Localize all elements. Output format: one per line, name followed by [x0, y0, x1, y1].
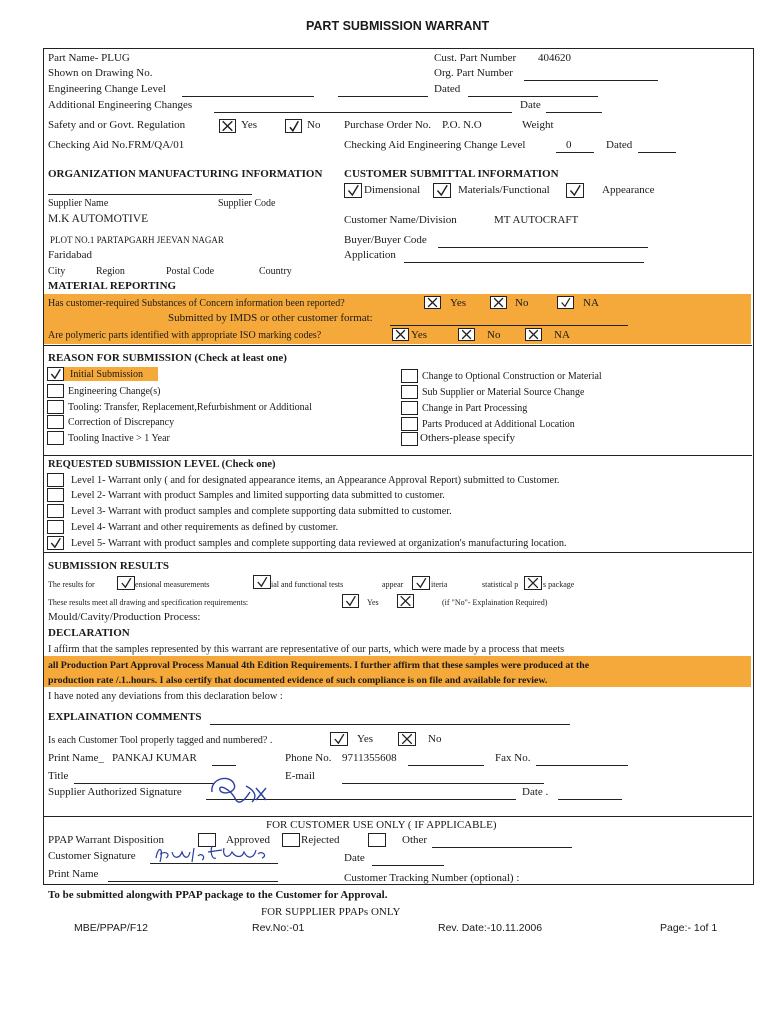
print-name-label: Print Name_: [48, 752, 104, 764]
customer-print-name-field[interactable]: [108, 870, 278, 882]
additional-changes-label: Additional Engineering Changes: [48, 99, 193, 111]
materials-checkbox[interactable]: [433, 183, 451, 198]
results-statistical-label-b: s package: [543, 580, 575, 589]
drawing-number-label: Shown on Drawing No.: [48, 67, 153, 79]
level-2-label: Level 2- Warrant with product Samples and limited supporting data submitted to customer.: [71, 490, 445, 501]
declaration-line-2: all Production Part Approval Process Manual 4th Edition Requirements. I further affirm that these samples were produced at the: [48, 660, 590, 671]
divider: [44, 345, 752, 346]
footer-page: Page:- 1of 1: [660, 922, 718, 934]
supplier-address[interactable]: PLOT NO.1 PARTAPGARH JEEVAN NAGAR: [50, 235, 224, 245]
results-statistical-label-a: statistical p: [482, 580, 519, 589]
appearance-checkbox[interactable]: [566, 183, 584, 198]
reason-optional-construction-label: Change to Optional Construction or Material: [422, 371, 602, 382]
checking-aid-value[interactable]: FRM/QA/01: [128, 139, 185, 151]
divider: [44, 455, 752, 456]
region-label: Region: [96, 266, 125, 277]
results-material-checkbox[interactable]: [253, 575, 271, 589]
city-value[interactable]: Faridabad: [48, 249, 92, 261]
customer-division-label: Customer Name/Division: [344, 214, 457, 226]
reason-initial-label: Initial Submission: [70, 369, 144, 380]
footer-note: To be submitted alongwith PPAP package to the Customer for Approval.: [48, 889, 388, 901]
reason-sub-supplier-label: Sub Supplier or Material Source Change: [422, 387, 585, 398]
weight-label: Weight: [522, 119, 554, 131]
supplier-name-underline: [48, 183, 252, 195]
results-dimensional-checkbox[interactable]: [117, 576, 135, 590]
q2-na-label: NA: [554, 329, 570, 341]
rejected-label: Rejected: [301, 834, 340, 846]
reason-tooling-inactive-checkbox[interactable]: [47, 431, 64, 445]
appearance-label: Appearance: [602, 184, 655, 196]
reason-processing-label: Change in Part Processing: [422, 403, 528, 414]
tracking-label: Customer Tracking Number (optional) :: [344, 872, 520, 884]
reason-correction-checkbox[interactable]: [47, 415, 64, 429]
level-1-checkbox[interactable]: [47, 473, 64, 487]
org-part-number-label: Org. Part Number: [434, 67, 513, 79]
reason-eng-change-checkbox[interactable]: [47, 384, 64, 398]
part-name: Part Name- PLUG: [48, 52, 130, 64]
additional-changes-field[interactable]: [214, 101, 512, 113]
supplier-signature: [200, 770, 280, 810]
reason-heading: REASON FOR SUBMISSION (Check at least one): [48, 352, 287, 364]
country-label: Country: [259, 266, 292, 277]
supplier-name-label: Supplier Name: [48, 198, 109, 209]
dated-label: Dated: [434, 83, 461, 95]
safety-no-checkbox[interactable]: [285, 119, 302, 133]
dated2-label: Dated: [606, 139, 633, 151]
disposition-label: PPAP Warrant Disposition: [48, 834, 165, 846]
customer-heading: CUSTOMER SUBMITTAL INFORMATION: [344, 168, 559, 180]
checking-aid-change-value[interactable]: 0: [566, 139, 572, 151]
level-heading: REQUESTED SUBMISSION LEVEL (Check one): [48, 459, 276, 470]
application-field[interactable]: [404, 251, 644, 263]
phone-value[interactable]: 9711355608: [342, 752, 397, 764]
q1-yes-checkbox[interactable]: [424, 296, 441, 309]
declaration-line-4: I have noted any deviations from this declaration below :: [48, 691, 283, 702]
city-label: City: [48, 266, 66, 277]
reason-optional-construction-checkbox[interactable]: [401, 369, 418, 383]
safety-yes-checkbox[interactable]: [219, 119, 236, 133]
explanation-field[interactable]: [210, 713, 570, 725]
footer-supplier-only: FOR SUPPLIER PPAPs ONLY: [261, 906, 401, 918]
results-meet-no-checkbox[interactable]: [397, 594, 414, 608]
declaration-line-1: I affirm that the samples represented by this warrant are representative of our parts, which were made by a process that meets: [48, 644, 565, 655]
q1-no-checkbox[interactable]: [490, 296, 507, 309]
customer-date-label: Date: [344, 852, 365, 864]
signature-label: Supplier Authorized Signature: [48, 786, 182, 798]
date-field[interactable]: [546, 101, 602, 113]
q2-no-label: No: [487, 329, 501, 341]
other-checkbox[interactable]: [368, 833, 386, 847]
title-label: Title: [48, 770, 69, 782]
org-part-number-field[interactable]: [524, 69, 658, 81]
results-meet-yes-label: Yes: [367, 598, 379, 607]
org-heading: ORGANIZATION MANUFACTURING INFORMATION: [48, 168, 323, 180]
checking-aid-label: Checking Aid No.: [48, 139, 128, 151]
reason-others-checkbox[interactable]: [401, 432, 418, 446]
declaration-line-3: production rate /.1..hours. I also certify that documented evidence of such compliance is on file and available for review.: [48, 675, 548, 686]
imds-field[interactable]: [390, 314, 628, 326]
title-field[interactable]: [74, 772, 214, 784]
checking-aid-change-field[interactable]: [556, 141, 594, 153]
postal-label: Postal Code: [166, 266, 215, 277]
results-dimensional-label: ensional measurements: [135, 580, 210, 589]
reason-tooling-inactive-label: Tooling Inactive > 1 Year: [68, 433, 170, 444]
email-label: E-mail: [285, 770, 315, 782]
reason-initial-checkbox[interactable]: [47, 367, 64, 381]
engineering-change-field[interactable]: [182, 85, 314, 97]
imds-label: Submitted by IMDS or other customer format:: [168, 312, 373, 324]
customer-print-name-label: Print Name: [48, 868, 99, 880]
level-2-checkbox[interactable]: [47, 488, 64, 502]
mould-label: Mould/Cavity/Production Process:: [48, 611, 201, 623]
phone-underline: [408, 754, 484, 766]
buyer-code-label: Buyer/Buyer Code: [344, 234, 427, 246]
dated-field[interactable]: [468, 85, 598, 97]
q2-yes-label: Yes: [411, 329, 428, 341]
level-1-label: Level 1- Warrant only ( and for designated appearance items, an Appearance Approval Report) submitted to Customer.: [71, 475, 560, 486]
results-statistical-checkbox[interactable]: [524, 576, 542, 590]
reason-additional-location-checkbox[interactable]: [401, 417, 418, 431]
reason-eng-change-label: Engineering Change(s): [68, 386, 161, 397]
customer-signature-label: Customer Signature: [48, 850, 136, 862]
tool-yes-label: Yes: [357, 733, 374, 745]
footer-rev-number: Rev.No:-01: [252, 922, 305, 934]
supplier-name-value[interactable]: M.K AUTOMOTIVE: [48, 213, 149, 225]
results-appearance-checkbox[interactable]: [412, 576, 430, 590]
footer-rev-date: Rev. Date:-10.11.2006: [438, 922, 543, 934]
checking-aid-change-label: Checking Aid Engineering Change Level: [344, 139, 526, 151]
results-material-label: ial and functional tests: [271, 580, 344, 589]
dimensional-checkbox[interactable]: [344, 183, 362, 198]
buyer-code-field[interactable]: [438, 236, 648, 248]
reason-additional-location-label: Parts Produced at Additional Location: [422, 419, 575, 430]
reason-tooling-checkbox[interactable]: [47, 400, 64, 414]
results-meet-yes-checkbox[interactable]: [342, 594, 359, 608]
signature-date-label: Date .: [522, 786, 549, 798]
explanation-heading: EXPLAINATION COMMENTS: [48, 711, 202, 723]
level-4-checkbox[interactable]: [47, 520, 64, 534]
results-for-label: The results for: [48, 580, 95, 589]
safety-label: Safety and or Govt. Regulation: [48, 119, 186, 131]
tool-yes-checkbox[interactable]: [330, 732, 348, 746]
other-field[interactable]: [432, 836, 572, 848]
results-appearance-label-a: appear: [382, 580, 404, 589]
email-field[interactable]: [342, 772, 544, 784]
q1-na-label: NA: [583, 297, 599, 309]
approved-label: Approved: [226, 834, 270, 846]
material-q1: Has customer-required Substances of Concern information been reported?: [48, 298, 345, 309]
reason-correction-label: Correction of Discrepancy: [68, 417, 175, 428]
phone-label: Phone No.: [285, 752, 332, 764]
footer-doc-number: MBE/PPAP/F12: [74, 922, 148, 934]
print-name-underline: [212, 754, 236, 766]
level-4-label: Level 4- Warrant and other requirements as defined by customer.: [71, 522, 339, 533]
results-meet-label: These results meet all drawing and specification requirements:: [48, 598, 249, 607]
declaration-heading: DECLARATION: [48, 627, 130, 639]
q2-no-checkbox[interactable]: [458, 328, 475, 341]
application-label: Application: [344, 249, 396, 261]
reason-processing-checkbox[interactable]: [401, 401, 418, 415]
cust-part-number-label: Cust. Part Number: [434, 52, 517, 64]
material-heading: MATERIAL REPORTING: [48, 280, 177, 292]
material-q2: Are polymeric parts identified with appropriate ISO marking codes?: [48, 330, 322, 341]
results-appearance-label-b: iteria: [431, 580, 448, 589]
safety-no-label: No: [307, 119, 321, 131]
date-label: Date: [520, 99, 541, 111]
rejected-checkbox[interactable]: [282, 833, 300, 847]
signature-date-field[interactable]: [558, 788, 622, 800]
level-3-checkbox[interactable]: [47, 504, 64, 518]
level-3-label: Level 3- Warrant with product samples and complete supporting data submitted to customer.: [71, 506, 452, 517]
level-5-checkbox[interactable]: [47, 536, 64, 550]
page-title: PART SUBMISSION WARRANT: [306, 19, 490, 33]
tool-no-checkbox[interactable]: [398, 732, 416, 746]
purchase-order-value[interactable]: P.O. N.O: [442, 119, 482, 131]
q1-no-label: No: [515, 297, 529, 309]
divider: [44, 552, 752, 553]
engineering-change-label: Engineering Change Level: [48, 83, 166, 95]
results-heading: SUBMISSION RESULTS: [48, 560, 169, 572]
results-if-no-label: (if "No"- Explaination Required): [442, 598, 548, 607]
customer-date-field[interactable]: [372, 854, 444, 866]
cust-part-number-value[interactable]: 404620: [538, 52, 571, 64]
q1-na-checkbox[interactable]: [557, 296, 574, 309]
customer-use-heading: FOR CUSTOMER USE ONLY ( IF APPLICABLE): [266, 819, 497, 831]
q2-na-checkbox[interactable]: [525, 328, 542, 341]
materials-label: Materials/Functional: [458, 184, 550, 196]
purchase-order-label: Purchase Order No.: [344, 119, 432, 131]
print-name-value[interactable]: PANKAJ KUMAR: [112, 752, 197, 764]
customer-signature: [150, 840, 280, 868]
dated2-field[interactable]: [638, 141, 676, 153]
engineering-change-extra-field[interactable]: [338, 85, 428, 97]
tool-no-label: No: [428, 733, 442, 745]
fax-label: Fax No.: [495, 752, 531, 764]
reason-others-label: Others-please specify: [420, 432, 515, 444]
other-label: Other: [402, 834, 428, 846]
supplier-code-label: Supplier Code: [218, 198, 276, 209]
divider: [44, 816, 752, 817]
level-5-label: Level 5- Warrant with product samples and complete supporting data reviewed at organization's manufacturing location.: [71, 538, 567, 549]
q1-yes-label: Yes: [450, 297, 467, 309]
q2-yes-checkbox[interactable]: [392, 328, 409, 341]
reason-sub-supplier-checkbox[interactable]: [401, 385, 418, 399]
safety-yes-label: Yes: [241, 119, 258, 131]
tool-question: Is each Customer Tool properly tagged and numbered? .: [48, 735, 273, 746]
reason-tooling-label: Tooling: Transfer, Replacement,Refurbishment or Additional: [68, 402, 312, 413]
dimensional-label: Dimensional: [364, 184, 421, 196]
customer-division-value[interactable]: MT AUTOCRAFT: [494, 214, 579, 226]
fax-field[interactable]: [536, 754, 628, 766]
